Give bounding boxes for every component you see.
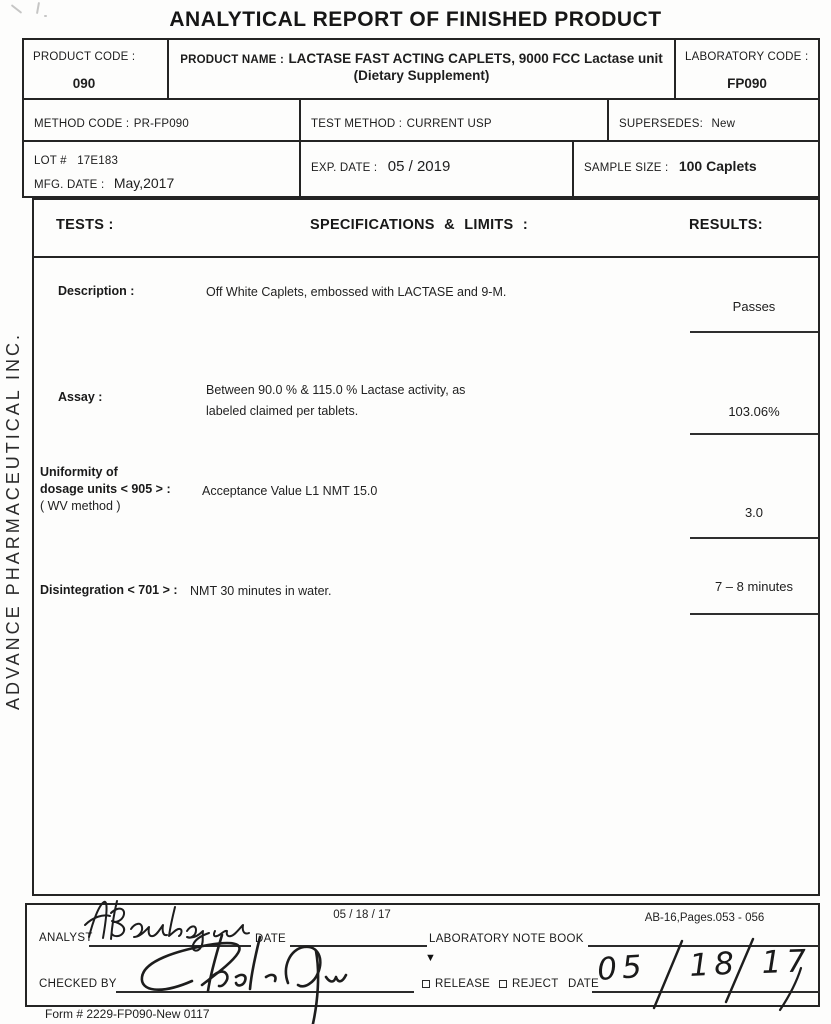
product-code-label: PRODUCT CODE : <box>33 51 136 63</box>
spec-line: Between 90.0 % & 115.0 % Lactase activity, as <box>206 383 466 397</box>
form-number: Form # 2229-FP090-New 0117 <box>45 1007 210 1021</box>
sample-size-label: SAMPLE SIZE : <box>584 162 669 174</box>
release-checkbox <box>422 980 430 988</box>
test-name: Assay : <box>58 390 103 404</box>
lot-label: LOT # <box>34 155 67 167</box>
lot-mfg-cell <box>24 142 299 196</box>
product-code-value: 090 <box>72 76 96 91</box>
handwritten-date <box>590 938 815 1013</box>
tests-column-header: TESTS : <box>56 217 114 233</box>
result-value: 103.06% <box>728 404 780 419</box>
result-underline <box>690 433 818 435</box>
info-table <box>22 38 820 198</box>
exp-date-label: EXP. DATE : <box>311 162 378 174</box>
spec-text <box>206 380 465 422</box>
laboratory-code-value: FP090 <box>727 76 767 91</box>
mfg-date-value: May,2017 <box>113 175 175 191</box>
result-value: Passes <box>732 299 776 314</box>
sample-size-cell <box>572 142 818 196</box>
svg-text:18: 18 <box>688 945 740 984</box>
supersedes-cell <box>607 100 818 140</box>
result-underline <box>690 331 818 333</box>
method-code-cell <box>24 100 299 140</box>
mfg-date-label: MFG. DATE : <box>34 179 105 191</box>
reject-checkbox <box>499 980 507 988</box>
test-method-cell <box>299 100 607 140</box>
lab-notebook-value: AB-16,Pages.053 - 056 <box>644 912 765 924</box>
test-name: dosage units < 905 > : <box>40 482 171 496</box>
product-name-value: LACTASE FAST ACTING CAPLETS, 9000 FCC Lactase unit <box>288 51 663 66</box>
result-value: 7 – 8 minutes <box>714 579 794 594</box>
method-code-value: PR-FP090 <box>133 118 189 130</box>
date2-label: DATE <box>568 978 600 990</box>
lot-value: 17E183 <box>77 155 119 167</box>
test-method-label: TEST METHOD : <box>311 118 403 130</box>
laboratory-code-label: LABORATORY CODE : <box>685 51 809 63</box>
results-column-header: RESULTS: <box>689 217 763 233</box>
product-name-cell <box>167 40 674 98</box>
tests-table <box>32 198 820 896</box>
exp-date-cell <box>299 142 572 196</box>
test-name-note: ( WV method ) <box>40 499 121 513</box>
spec-text: NMT 30 minutes in water. <box>190 584 332 598</box>
spec-text: Acceptance Value L1 NMT 15.0 <box>202 484 378 498</box>
analyst-label: ANALYST <box>39 932 93 944</box>
svg-text:17: 17 <box>761 943 812 981</box>
lab-notebook-label: LABORATORY NOTE BOOK <box>429 933 584 945</box>
header-divider <box>34 256 818 258</box>
exp-date-value: 05 / 2019 <box>387 158 451 175</box>
spec-line: labeled claimed per tablets. <box>206 404 359 418</box>
test-name: Disintegration < 701 > : <box>40 583 178 597</box>
checked-by-label: CHECKED BY <box>39 978 117 990</box>
result-underline <box>690 613 818 615</box>
release-marker-icon: ▼ <box>425 952 436 964</box>
test-name: Description : <box>58 284 135 298</box>
release-label: RELEASE <box>435 978 491 990</box>
page-title: ANALYTICAL REPORT OF FINISHED PRODUCT <box>169 8 662 31</box>
product-name-subtitle: (Dietary Supplement) <box>353 68 490 83</box>
method-code-label: METHOD CODE : <box>34 118 130 130</box>
company-name-vertical: ADVANCE PHARMACEUTICAL INC. <box>3 331 23 711</box>
product-name-label: PRODUCT NAME : <box>180 54 284 66</box>
specifications-column-header: SPECIFICATIONS & LIMITS : <box>310 217 528 233</box>
date-label: DATE <box>255 933 287 945</box>
date-value: 05 / 18 / 17 <box>333 909 391 921</box>
test-name: Uniformity of <box>40 465 118 479</box>
supersedes-label: SUPERSEDES: <box>619 118 704 130</box>
spec-text: Off White Caplets, embossed with LACTASE and 9-M. <box>206 285 507 299</box>
product-code-cell <box>24 40 167 98</box>
svg-text:05: 05 <box>596 948 648 988</box>
reject-label: REJECT <box>512 978 559 990</box>
supersedes-value: New <box>711 118 736 130</box>
test-method-value: CURRENT USP <box>406 118 492 130</box>
laboratory-code-cell <box>674 40 818 98</box>
result-value: 3.0 <box>744 505 764 520</box>
result-underline <box>690 537 818 539</box>
sample-size-value: 100 Caplets <box>678 158 757 174</box>
